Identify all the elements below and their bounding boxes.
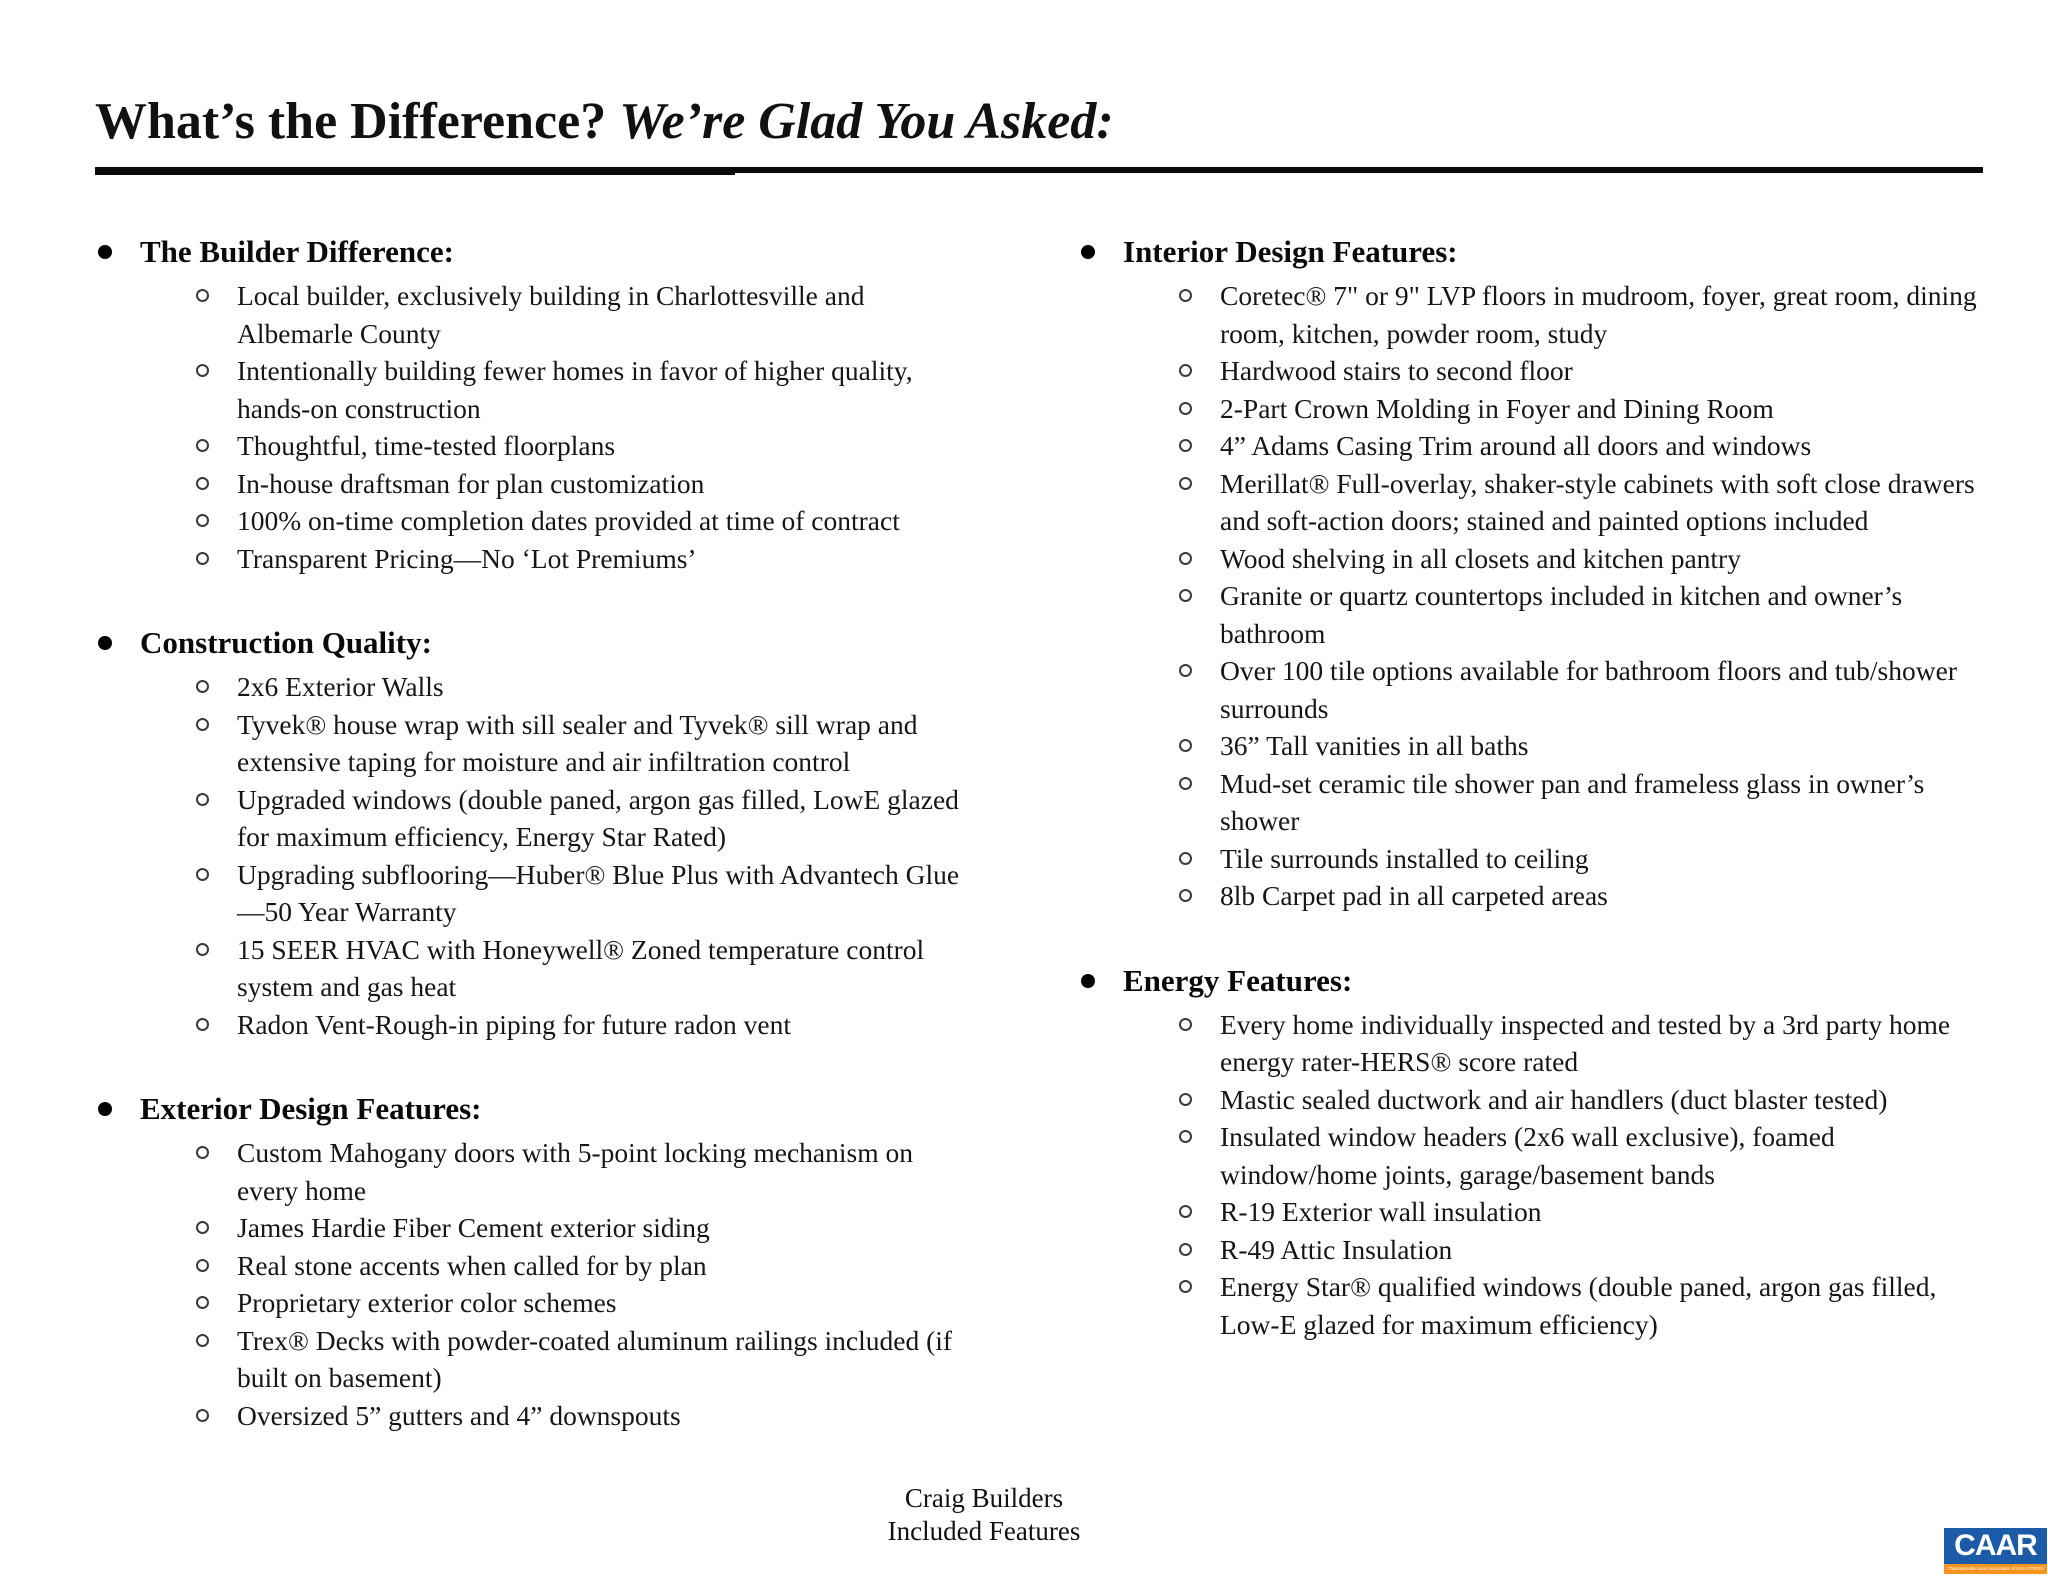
feature-item [95, 1397, 980, 1435]
feature-section [1078, 961, 1993, 1344]
feature-item-text: Real stone accents when called for by plan [237, 1249, 707, 1281]
section-header [95, 1089, 980, 1129]
feature-item-text: Hardwood stairs to second floor [1220, 355, 1573, 386]
feature-item [1078, 1118, 1993, 1193]
bullet-circle-icon [196, 1334, 209, 1347]
bullet-circle-icon [196, 1221, 209, 1234]
feature-item-text: Mastic sealed ductwork and air handlers (duct blaster tested) [1220, 1083, 1888, 1115]
bullet-disc-icon [1081, 245, 1095, 259]
left-column [95, 232, 980, 1434]
section-title: Exterior Design Features: [140, 1091, 482, 1126]
feature-section [95, 623, 980, 1043]
feature-item-list [95, 668, 980, 1043]
feature-item-text: Radon Vent-Rough-in piping for future radon vent [237, 1008, 791, 1040]
feature-item [1078, 765, 1993, 840]
bullet-disc-icon [98, 1102, 112, 1116]
bullet-circle-icon [196, 364, 209, 377]
feature-item [1078, 1231, 1993, 1269]
feature-item-text: Tyvek® house wrap with sill sealer and Tyvek® sill wrap and extensive taping for moisture and air infiltration control [237, 708, 918, 777]
bullet-circle-icon [1179, 289, 1192, 302]
feature-item [95, 1209, 980, 1247]
feature-item [1078, 427, 1993, 465]
feature-item [1078, 652, 1993, 727]
caar-logo-tagline: Charlottesville Area Association of REALTORS® [1944, 1564, 2047, 1574]
bullet-circle-icon [1179, 777, 1192, 790]
bullet-circle-icon [196, 552, 209, 565]
page-title [95, 93, 1114, 150]
feature-item-text: Coretec® 7" or 9" LVP floors in mudroom, foyer, great room, dining room, kitchen, powder room, study [1220, 280, 1977, 349]
feature-item [95, 668, 980, 706]
feature-item [1078, 1268, 1993, 1343]
bullet-circle-icon [196, 1409, 209, 1422]
bullet-circle-icon [1179, 852, 1192, 865]
right-column [1078, 232, 1993, 1343]
bullet-circle-icon [1179, 1018, 1192, 1031]
feature-item-list [95, 1134, 980, 1434]
bullet-circle-icon [1179, 1243, 1192, 1256]
title-underline-rule [95, 167, 1983, 173]
feature-item [95, 1006, 980, 1044]
feature-item [95, 856, 980, 931]
bullet-circle-icon [1179, 477, 1192, 490]
bullet-circle-icon [196, 868, 209, 881]
feature-item [95, 706, 980, 781]
bullet-circle-icon [196, 439, 209, 452]
page-title-italic: We’re Glad You Asked: [619, 92, 1114, 150]
feature-item-text: Trex® Decks with powder-coated aluminum railings included (if built on basement) [237, 1324, 953, 1393]
bullet-circle-icon [1179, 889, 1192, 902]
feature-item [95, 465, 980, 503]
bullet-circle-icon [1179, 402, 1192, 415]
bullet-circle-icon [196, 289, 209, 302]
feature-item-text: 15 SEER HVAC with Honeywell® Zoned temperature control system and gas heat [237, 933, 925, 1002]
feature-item-list [1078, 277, 1993, 915]
bullet-circle-icon [196, 1259, 209, 1272]
feature-item-text: Mud-set ceramic tile shower pan and frameless glass in owner’s shower [1220, 767, 1925, 836]
bullet-circle-icon [1179, 664, 1192, 677]
bullet-circle-icon [1179, 1280, 1192, 1293]
section-header [1078, 961, 1993, 1001]
caar-logo-main: CAAR [1944, 1528, 2047, 1564]
feature-item [1078, 840, 1993, 878]
bullet-circle-icon [1179, 439, 1192, 452]
feature-item-text: 4” Adams Casing Trim around all doors and windows [1220, 430, 1812, 461]
feature-item-text: 2-Part Crown Molding in Foyer and Dining Room [1220, 392, 1774, 424]
feature-item-text: Custom Mahogany doors with 5-point locking mechanism on every home [237, 1137, 913, 1206]
bullet-circle-icon [1179, 1130, 1192, 1143]
bullet-disc-icon [98, 245, 112, 259]
feature-item-text: Oversized 5” gutters and 4” downspouts [237, 1399, 681, 1431]
feature-item [1078, 1193, 1993, 1231]
feature-item-text: R-19 Exterior wall insulation [1220, 1196, 1542, 1227]
feature-item [1078, 727, 1993, 765]
feature-item [1078, 1006, 1993, 1081]
feature-item-text: Proprietary exterior color schemes [237, 1287, 617, 1318]
feature-item [1078, 277, 1993, 352]
caar-logo [1944, 1528, 2047, 1574]
bullet-circle-icon [1179, 1093, 1192, 1106]
feature-section [95, 232, 980, 577]
feature-item-text: Upgraded windows (double paned, argon gas filled, LowE glazed for maximum efficiency, Energy Star Rated) [237, 783, 959, 852]
footer-line-2: Included Features [887, 1516, 1081, 1546]
feature-item [95, 1284, 980, 1322]
feature-item [1078, 1081, 1993, 1119]
feature-item-text: 8lb Carpet pad in all carpeted areas [1220, 880, 1608, 911]
bullet-circle-icon [196, 943, 209, 956]
feature-item-text: 36” Tall vanities in all baths [1220, 730, 1529, 761]
feature-item-text: Tile surrounds installed to ceiling [1220, 842, 1589, 874]
feature-item-text: Thoughtful, time-tested floorplans [237, 430, 616, 461]
feature-item-text: Local builder, exclusively building in Charlottesville and Albemarle County [237, 280, 865, 349]
feature-section [95, 1089, 980, 1434]
feature-item-text: 2x6 Exterior Walls [237, 671, 444, 702]
feature-item-text: In-house draftsman for plan customization [237, 467, 705, 499]
feature-item [95, 502, 980, 540]
feature-item-text: Merillat® Full-overlay, shaker-style cabinets with soft close drawers and soft-action doors; stained and painted options included [1220, 467, 1975, 536]
bullet-circle-icon [196, 477, 209, 490]
feature-item-text: James Hardie Fiber Cement exterior siding [237, 1212, 710, 1243]
bullet-circle-icon [1179, 552, 1192, 565]
page-title-regular: What’s the Difference? [95, 92, 620, 150]
feature-item-list [1078, 1006, 1993, 1344]
feature-item-text: Every home individually inspected and tested by a 3rd party home energy rater-HERS® score rated [1220, 1008, 1951, 1077]
feature-item-list [95, 277, 980, 577]
section-header [95, 232, 980, 272]
bullet-circle-icon [1179, 364, 1192, 377]
bullet-disc-icon [1081, 974, 1095, 988]
feature-item-text: 100% on-time completion dates provided at time of contract [237, 505, 900, 536]
feature-item [95, 540, 980, 578]
page-footer [0, 1482, 1968, 1548]
feature-item-text: R-49 Attic Insulation [1220, 1233, 1453, 1265]
feature-item [95, 277, 980, 352]
feature-item [95, 1134, 980, 1209]
feature-item [1078, 352, 1993, 390]
bullet-disc-icon [98, 636, 112, 650]
bullet-circle-icon [1179, 1205, 1192, 1218]
bullet-circle-icon [196, 718, 209, 731]
section-title: The Builder Difference: [140, 234, 454, 269]
feature-item [1078, 465, 1993, 540]
feature-item-text: Granite or quartz countertops included in kitchen and owner’s bathroom [1220, 580, 1903, 649]
bullet-circle-icon [196, 680, 209, 693]
bullet-circle-icon [196, 1146, 209, 1159]
feature-item-text: Wood shelving in all closets and kitchen pantry [1220, 542, 1741, 574]
footer-line-1: Craig Builders [904, 1483, 1064, 1513]
section-title: Energy Features: [1123, 962, 1353, 998]
feature-item [95, 931, 980, 1006]
feature-item [95, 352, 980, 427]
section-title: Construction Quality: [140, 625, 432, 660]
bullet-circle-icon [196, 793, 209, 806]
feature-item-text: Transparent Pricing—No ‘Lot Premiums’ [237, 542, 697, 574]
section-header [1078, 232, 1993, 272]
feature-item [95, 781, 980, 856]
feature-item-text: Over 100 tile options available for bathroom floors and tub/shower surrounds [1220, 655, 1957, 724]
bullet-circle-icon [1179, 739, 1192, 752]
feature-item-text: Insulated window headers (2x6 wall exclusive), foamed window/home joints, garage/basement bands [1220, 1121, 1835, 1190]
bullet-circle-icon [1179, 589, 1192, 602]
bullet-circle-icon [196, 1296, 209, 1309]
feature-item [95, 427, 980, 465]
feature-section [1078, 232, 1993, 915]
feature-item-text: Energy Star® qualified windows (double paned, argon gas filled, Low-E glazed for maximum efficiency) [1220, 1271, 1937, 1340]
section-title: Interior Design Features: [1123, 234, 1458, 269]
feature-item [1078, 390, 1993, 428]
section-header [95, 623, 980, 663]
feature-item-text: Upgrading subflooring—Huber® Blue Plus with Advantech Glue—50 Year Warranty [237, 858, 960, 927]
feature-item [1078, 540, 1993, 578]
feature-item [1078, 877, 1993, 915]
bullet-circle-icon [196, 1018, 209, 1031]
feature-item [95, 1247, 980, 1285]
feature-item [95, 1322, 980, 1397]
bullet-circle-icon [196, 514, 209, 527]
feature-item-text: Intentionally building fewer homes in favor of higher quality, hands-on construction [237, 355, 913, 424]
feature-item [1078, 577, 1993, 652]
